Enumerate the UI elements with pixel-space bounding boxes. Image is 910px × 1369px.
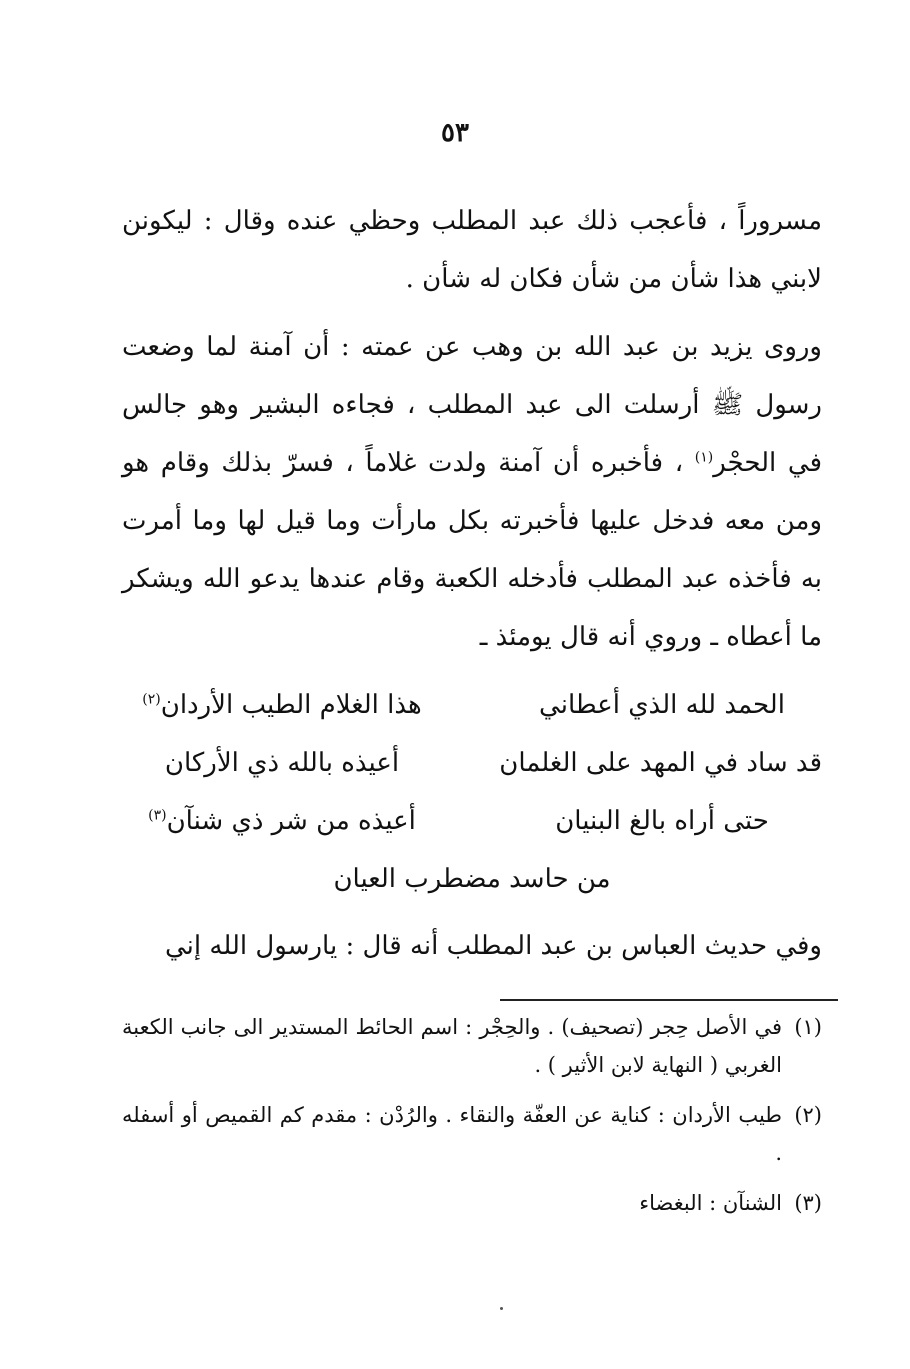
footnote-1: [122, 1008, 822, 1084]
verse-3-second-hemistich: [122, 792, 442, 850]
footnote-ref-1: (١): [694, 449, 714, 466]
paragraph-2-text-before: وروى يزيد بن عبد الله بن وهب عن عمته : أن آمنة لما وضعت رسول ﷺ أرسلت الى عبد المطلب ، فجاءه البشير وهو جالس في الحجْر: [122, 332, 823, 478]
footnotes: [122, 1008, 822, 1234]
footnote-ref-2: (٢): [142, 691, 161, 708]
footnote-ref-3: (٣): [148, 807, 167, 824]
verse-3-first-hemistich: حتى أراه بالغ البنيان: [555, 806, 769, 836]
poem-verse: [122, 792, 822, 850]
poem-final-line: من حاسد مضطرب العيان: [333, 864, 611, 894]
footnote-1-number: (١): [794, 1015, 822, 1039]
verse-2-second-hemistich: [122, 734, 442, 792]
footnote-2-text: طيب الأردان : كناية عن العفّة والنقاء . والرُدْن : مقدم كم القميص أو أسفله .: [122, 1103, 782, 1165]
footnote-1-text: في الأصل حِجر (تصحيف) . والحِجْر : اسم الحائط المستدير الى جانب الكعبة الغربي ( النهاية لابن الأثير ) .: [122, 1015, 782, 1077]
poem-verse: [122, 676, 822, 734]
paragraph-1-text: مسروراً ، فأعجب ذلك عبد المطلب وحظي عنده وقال : ليكونن لابني هذا شأن من شأن فكان له شأن .: [122, 206, 822, 294]
verse-2-second-text: أعيذه بالله ذي الأركان: [164, 748, 400, 778]
verse-1-first-hemistich: الحمد لله الذي أعطاني: [539, 690, 785, 720]
paragraph-2-text-after: ، فأخبره أن آمنة ولدت غلاماً ، فسرّ بذلك وقام هو ومن معه فدخل عليها فأخبرته بكل مارأت وما قيل لها وما أمرت به فأخذه عبد المطلب فأدخله الكعبة وقام عندها يدعو الله ويشكر ما أعطاه ـ وروي أنه قال يومئذ ـ: [122, 448, 822, 652]
paragraph-2: [122, 318, 822, 666]
footnote-3: [122, 1184, 822, 1222]
footnote-2: [122, 1096, 822, 1172]
footnote-3-number: (٣): [794, 1191, 822, 1215]
footnote-2-number: (٢): [794, 1103, 822, 1127]
poem-verse: [122, 734, 822, 792]
paragraph-3-text: وفي حديث العباس بن عبد المطلب أنه قال : يارسول الله إني: [165, 931, 822, 961]
verse-3-second-text: أعيذه من شر ذي شنآن: [166, 806, 416, 836]
verse-1-second-text: هذا الغلام الطيب الأردان: [160, 690, 422, 720]
footnote-divider: [500, 999, 838, 1001]
paragraph-1: [122, 192, 822, 308]
footnote-3-text: الشنآن : البغضاء: [639, 1191, 782, 1215]
page-number: ٥٣: [441, 118, 469, 148]
verse-1-second-hemistich: [122, 676, 442, 734]
paragraph-3: [122, 917, 822, 975]
poem: [122, 676, 822, 908]
paper-speck: [500, 1307, 503, 1310]
verse-2-first-hemistich: قد ساد في المهد على الغلمان: [499, 748, 822, 778]
